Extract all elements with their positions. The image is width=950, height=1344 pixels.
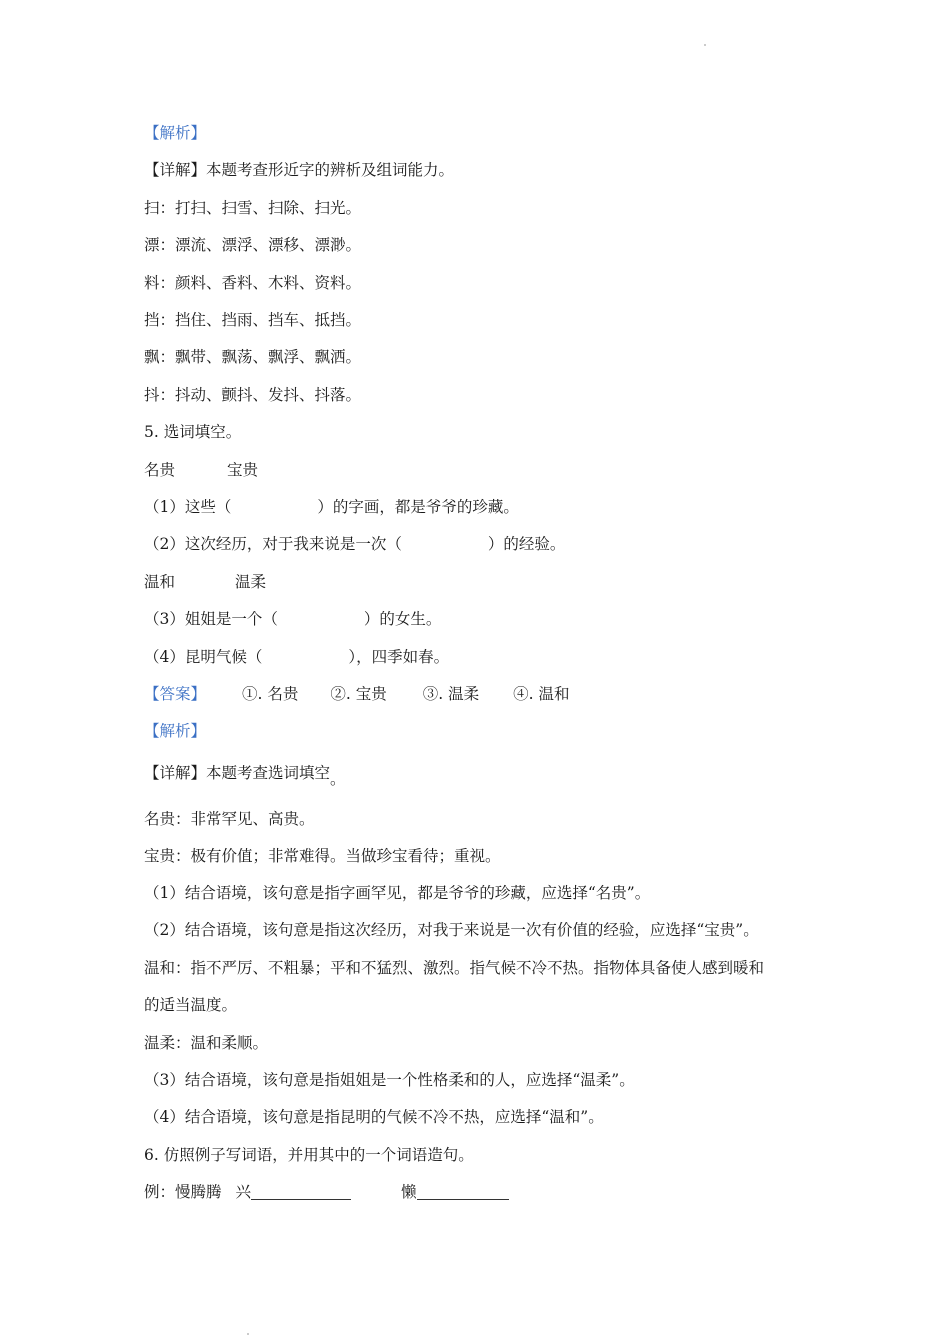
bottom-dot: [247, 1333, 249, 1335]
explain-line-3: （1）结合语境，该句意是指字画罕见，都是爷爷的珍藏，应选择“名贵”。: [144, 884, 651, 902]
analysis-label-1: 【解析】: [144, 124, 207, 142]
question-6-title: 6. 仿照例子写词语，并用其中的一个词语造句。: [144, 1146, 474, 1164]
answer-row: [144, 684, 569, 704]
word-group-2: 漂：漂流、漂浮、漂移、漂渺。: [144, 236, 362, 254]
word-group-1: 扫：打扫、扫雪、扫除、扫光。: [144, 199, 362, 217]
choice-word: 名贵: [144, 461, 176, 479]
sentence-3: （3）姐姐是一个（ ）的女生。: [144, 610, 442, 628]
answer-item: ③. 温柔: [422, 685, 480, 703]
answer-item: ④. 温和: [513, 685, 570, 703]
corner-dot: [704, 44, 706, 46]
answer-blank[interactable]: [402, 536, 488, 552]
explain-line-5: 温和：指不严厉、不粗暴；平和不猛烈、激烈。指气候不冷不热。指物体具备使人感到暖和: [144, 959, 765, 977]
answer-blank[interactable]: [231, 499, 317, 515]
explain-line-8: （3）结合语境，该句意是指姐姐是一个性格柔和的人，应选择“温柔”。: [144, 1071, 635, 1089]
explain-line-1: 名贵：非常罕见、高贵。: [144, 810, 315, 828]
answer-blank[interactable]: [262, 649, 348, 665]
word-group-6: 抖：抖动、颤抖、发抖、抖落。: [144, 386, 362, 404]
answer-item: ①. 名贵: [242, 685, 299, 703]
word-group-5: 飘：飘带、飘荡、飘浮、飘洒。: [144, 348, 362, 366]
sentence-2: （2）这次经历，对于我来说是一次（ ）的经验。: [144, 535, 566, 553]
question-5-title: 5. 选词填空。: [144, 423, 242, 441]
explain-line-2: 宝贵：极有价值；非常难得。当做珍宝看待；重视。: [144, 847, 501, 865]
explain-line-9: （4）结合语境，该句意是指昆明的气候不冷不热，应选择“温和”。: [144, 1108, 604, 1126]
word-choice-row-2: [144, 572, 266, 592]
choice-word: 温柔: [235, 573, 267, 591]
sentence-4: （4）昆明气候（ ），四季如春。: [144, 648, 450, 666]
analysis-label-2: 【解析】: [144, 722, 207, 740]
word-choice-row-1: [144, 460, 258, 480]
fill-underline[interactable]: [251, 1183, 351, 1200]
answer-label: 【答案】: [144, 685, 207, 703]
word-group-4: 挡：挡住、挡雨、挡车、抵挡。: [144, 311, 362, 329]
choice-word: 宝贵: [227, 461, 259, 479]
explain-line-7: 温柔：温和柔顺。: [144, 1034, 269, 1052]
detail-line-1: 【详解】本题考查形近字的辨析及组词能力。: [144, 161, 455, 179]
choice-word: 温和: [144, 573, 176, 591]
answer-blank[interactable]: [278, 611, 364, 627]
answer-item: ②. 宝贵: [330, 685, 387, 703]
explain-line-4: （2）结合语境，该句意是指这次经历，对我于来说是一次有价值的经验，应选择“宝贵”。: [144, 921, 759, 939]
question-6-example: 例：慢腾腾 兴 懒: [144, 1182, 509, 1202]
word-group-3: 料：颜料、香料、木料、资料。: [144, 274, 362, 292]
fill-underline[interactable]: [417, 1183, 509, 1200]
sentence-1: （1）这些（ ）的字画，都是爷爷的珍藏。: [144, 498, 519, 516]
detail-line-2: 【详解】本题考查选词填空。: [144, 764, 346, 788]
explain-line-6: 的适当温度。: [144, 996, 238, 1014]
